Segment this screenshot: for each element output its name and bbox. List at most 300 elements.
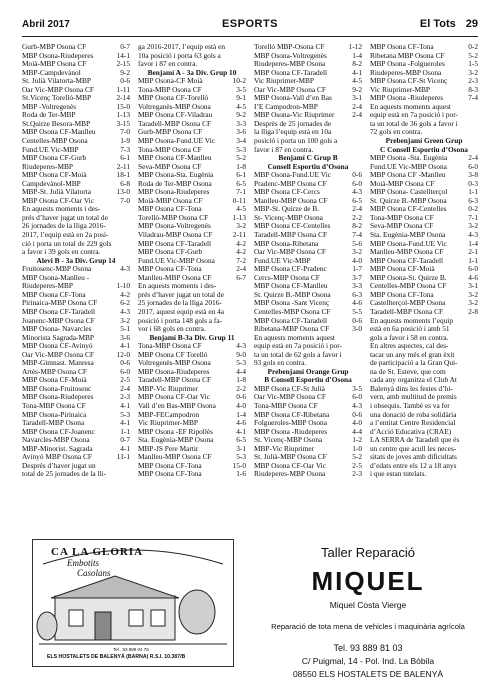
match-teams: MBP Osona-Riudeperes: [138, 367, 210, 376]
match-teams: Avinyó MBP Osona CF: [22, 453, 92, 462]
match-score: 4-1: [120, 444, 130, 453]
match-result: [22, 111, 130, 120]
paragraph-line: a favor i 39 gols en contra.: [22, 247, 101, 257]
match-teams: MBP Osona- Castellterçol: [370, 188, 448, 197]
match-teams: Joanenc-MBP Osona CF: [22, 316, 95, 325]
section-title: ESPORTS: [221, 18, 279, 30]
paragraph-line: prés d’haver jugat un total de: [22, 212, 108, 222]
match-result: [254, 265, 362, 274]
match-score: 0-3: [468, 179, 478, 188]
match-teams: MBP Osona-Pirinaica: [22, 410, 87, 419]
shop-tagline-2: Casolans: [77, 568, 111, 578]
match-teams: MBP Osona CF-Pradenc: [254, 265, 327, 274]
match-result: [138, 120, 246, 129]
match-score: 4-1: [120, 419, 130, 428]
match-result: [370, 257, 478, 266]
match-score: 7-4: [468, 94, 478, 103]
match-score: 6-7: [236, 273, 246, 282]
match-score: 4-3: [468, 231, 478, 240]
match-score: 2-4: [352, 205, 362, 214]
match-result: [370, 240, 478, 249]
match-result: [22, 436, 130, 445]
match-teams: Roda de Ter-MBP: [22, 111, 76, 120]
match-score: 1-11: [116, 85, 130, 94]
match-teams: MBP Osona-Sta. Eugènia: [138, 171, 214, 180]
paragraph-line: Balenyà dins les festes d’hi-: [370, 383, 453, 393]
match-score: 3-6: [120, 333, 130, 342]
match-result: [138, 257, 246, 266]
match-score: 0-11: [232, 196, 246, 205]
ad-address: C/ Puigmal, 14 - Pol. Ind. La Bòbila: [301, 656, 435, 666]
match-score: 2-3: [352, 470, 362, 479]
paragraph-line: equip està en 7a posició i por-: [254, 341, 342, 351]
shop-tagline-1: Embotits: [67, 558, 100, 568]
match-teams: MBP Osona CF-Cercs: [254, 188, 320, 197]
match-result: [254, 77, 362, 86]
match-score: 2-2: [352, 213, 362, 222]
match-teams: Pradenc-MBP Osona CF: [254, 179, 327, 188]
match-result: [254, 470, 362, 479]
match-teams: MBP Osona-CF Moià: [138, 77, 203, 86]
match-teams: MBP Osona CF-Centelles: [370, 205, 447, 214]
match-score: 6-8: [120, 179, 130, 188]
paragraph-line: 26 jornades de la lliga 2016-: [22, 221, 106, 231]
match-result: [138, 393, 246, 402]
match-teams: Gurb-MBP Osona CF: [138, 128, 203, 137]
match-teams: MBP Osona -Sant Vicenç: [254, 299, 330, 308]
paragraph-line: cada any organitza el Club At: [370, 375, 457, 385]
match-result: [254, 385, 362, 394]
match-score: 2-3: [120, 393, 130, 402]
match-teams: Fund.UE Vic-MBP Osona: [138, 256, 215, 265]
match-result: [370, 77, 478, 86]
match-result: [138, 77, 246, 86]
issue-date: Abril 2017: [22, 19, 70, 30]
match-result: [370, 231, 478, 240]
match-result: [254, 436, 362, 445]
match-teams: MBP Osona-Fund.UE Vic: [370, 239, 447, 248]
match-teams: MBP Osona CF-Ribetana: [254, 410, 330, 419]
shop-footer: ELS HOSTALETS DE BALENYÀ (BARNA) R.S.I. 10.387/B: [47, 654, 186, 660]
match-teams: Castellterçol-MBP Osona: [370, 299, 446, 308]
match-result: [138, 351, 246, 360]
match-teams: Taradell-MBP Osona CF: [370, 307, 444, 316]
match-result: [370, 282, 478, 291]
match-result: [138, 376, 246, 385]
match-result: [138, 411, 246, 420]
match-score: 1-9: [120, 137, 130, 146]
match-result: [370, 180, 478, 189]
match-result: [254, 43, 362, 52]
match-score: 6-0: [120, 367, 130, 376]
match-result: [370, 299, 478, 308]
match-teams: Vic Riuprimer-MBP: [370, 85, 430, 94]
match-score: 5-3: [236, 359, 246, 368]
match-result: [370, 291, 478, 300]
match-teams: Folgueroles-MBP Osona: [254, 419, 327, 428]
match-teams: MBP Osona CF-Oar Vic: [254, 461, 326, 470]
match-score: 3-1: [352, 94, 362, 103]
match-result: [138, 231, 246, 240]
paragraph-line: a l’entitat Centre Residencial: [370, 418, 456, 428]
match-result: [138, 214, 246, 223]
match-result: [22, 94, 130, 103]
match-score: 1-4: [352, 51, 362, 60]
match-score: 4-5: [352, 77, 362, 86]
match-score: 6-5: [352, 196, 362, 205]
match-teams: Vic Riuprimer-MBP: [254, 77, 314, 86]
match-teams: Moià-MBP Osona CF: [370, 179, 435, 188]
match-result: [370, 265, 478, 274]
match-result: [254, 402, 362, 411]
match-result: [370, 214, 478, 223]
match-score: 2-2: [236, 384, 246, 393]
paragraph-line: d’edats entre els 12 a 18 anys: [370, 460, 457, 470]
match-teams: MBP Osona-Voltregenès: [138, 222, 211, 231]
match-teams: Oar Vic-MBP Osona CF: [22, 350, 94, 359]
match-result: [138, 111, 246, 120]
match-teams: MBP Osona CF-Torelló: [138, 94, 209, 103]
match-score: 3-1: [236, 444, 246, 453]
match-score: 2-4: [352, 102, 362, 111]
match-score: 1-5: [468, 60, 478, 69]
section-heading: Consell Esportiu d’Osona: [267, 162, 349, 171]
match-result: [138, 453, 246, 462]
match-teams: Riudeperes-MBP Osona: [254, 470, 326, 479]
match-result: [254, 205, 362, 214]
match-score: 2-5: [352, 461, 362, 470]
ad-phone: Tel. 93 889 81 03: [333, 643, 403, 653]
match-score: 4-6: [468, 273, 478, 282]
match-teams: MBP-Campdevànol: [22, 68, 81, 77]
match-score: 3-2: [468, 68, 478, 77]
section-heading: Benjamí B-3a Div. Grup 11: [149, 333, 235, 342]
match-teams: MBP Osona CF-Viladrau: [138, 111, 213, 120]
match-result: [138, 419, 246, 428]
match-score: 14-1: [116, 51, 130, 60]
paragraph-line: En aquests moments aquest: [370, 101, 451, 111]
match-teams: Tona-MBP Osona CF: [22, 401, 86, 410]
match-result: [22, 445, 130, 454]
match-result: [138, 265, 246, 274]
match-teams: Centelles-MBP Osona: [22, 137, 88, 146]
match-result: [370, 222, 478, 231]
match-teams: MBP-Vic Riuprimer: [254, 444, 315, 453]
match-teams: St. Vicenç-MBP Osona: [254, 436, 323, 445]
match-score: 2-15: [116, 60, 130, 69]
paragraph-line: ga 2016-2017, l’equip està en: [138, 43, 226, 51]
match-score: 4-0: [352, 256, 362, 265]
match-score: 3-3: [236, 119, 246, 128]
match-teams: Oar Vic-MBP Osona CF: [254, 393, 326, 402]
match-teams: MBP Osona CF-Moià: [22, 376, 87, 385]
match-score: 3-4: [236, 137, 246, 146]
match-score: 12-0: [116, 350, 130, 359]
match-score: 1-0: [352, 444, 362, 453]
match-score: 15-0: [116, 102, 130, 111]
match-teams: MBP-JS Pere Martir: [138, 444, 199, 453]
match-teams: MBP Osona -Riudeperes: [370, 94, 444, 103]
match-teams: Seva-MBP Osona CF: [370, 222, 434, 231]
match-score: 1-13: [232, 213, 246, 222]
match-score: 1-1: [468, 188, 478, 197]
paragraph-line: sitats de joves amb dificultats: [370, 452, 457, 462]
match-score: 10-2: [232, 77, 246, 86]
match-result: [22, 120, 130, 129]
match-score: 4-5: [236, 102, 246, 111]
match-score: 5-6: [352, 239, 362, 248]
match-score: 3-2: [468, 290, 478, 299]
paragraph-line: En aquests moments l’equip: [370, 315, 454, 325]
match-score: 11-1: [116, 453, 130, 462]
match-teams: MBP Osona CF-St Julià: [254, 384, 325, 393]
match-teams: Tona-MBP Osona CF: [138, 85, 202, 94]
match-result: [254, 240, 362, 249]
match-teams: MBP Osona-Fund.UE Vic: [138, 137, 215, 146]
match-score: 6-0: [468, 162, 478, 171]
match-result: [138, 86, 246, 95]
match-teams: St. Julià-MBP Osona CF: [254, 453, 327, 462]
paragraph-line: 2017, aquest equip està en 4a: [138, 306, 225, 316]
match-result: [22, 77, 130, 86]
section-heading: Benjamí A - 3a Div. Grup 10: [147, 68, 237, 77]
match-result: [22, 103, 130, 112]
match-result: [138, 462, 246, 471]
match-score: 9-1: [236, 94, 246, 103]
match-score: 4-0: [236, 401, 246, 410]
match-result: [370, 171, 478, 180]
match-score: 1-4: [236, 410, 246, 419]
match-teams: Manlleu-MBP Osona CF: [138, 453, 212, 462]
match-teams: Riudeperes-MBP: [22, 162, 73, 171]
match-teams: MBP Osona-Riudeperes: [22, 393, 94, 402]
match-result: [22, 128, 130, 137]
column-3: [254, 43, 362, 535]
match-score: 6-3: [352, 290, 362, 299]
match-teams: Sta. Eugènia-MBP Osona: [370, 231, 446, 240]
match-teams: St- Vicenç-MBP Osona: [254, 213, 323, 222]
match-result: [22, 359, 130, 368]
match-teams: MBP Osona CF-Moià: [370, 265, 435, 274]
match-teams: MBP Osona CF-Oar Vic: [138, 393, 210, 402]
paragraph-line: d’Acció Educativa (CRAE): [370, 426, 452, 436]
shop-phone: Tel . 93 889 04 76: [113, 647, 149, 652]
match-teams: MBP Osona CF -Manlleu: [370, 171, 446, 180]
match-result: [22, 308, 130, 317]
match-score: 7-1: [468, 213, 478, 222]
match-score: 2-3: [468, 77, 478, 86]
match-result: [254, 453, 362, 462]
match-result: [22, 342, 130, 351]
article-columns: [22, 43, 478, 535]
match-result: [138, 154, 246, 163]
match-teams: MBP Osona-Riudeperes: [138, 188, 210, 197]
ad-description: Reparació de tota mena de vehicles i maquinària agrícola: [271, 622, 465, 631]
match-result: [22, 376, 130, 385]
section-heading: Prebenjamí Orange Grup: [267, 367, 349, 376]
match-score: 4-3: [352, 401, 362, 410]
match-result: [22, 402, 130, 411]
match-score: 2-4: [468, 154, 478, 163]
match-teams: Fund.UE Vic-MBP: [22, 145, 79, 154]
match-teams: Fruitosenc-MBP Osona: [22, 265, 92, 274]
match-score: 3-2: [120, 316, 130, 325]
match-result: [254, 231, 362, 240]
match-teams: Tona-MBP Osona CF: [370, 213, 434, 222]
match-teams: MBP Osona-Manlleu -: [22, 273, 90, 282]
match-teams: MBP Osona CF-Manlleu: [254, 282, 328, 291]
match-teams: MBP Osona-St. Quirze B.: [370, 273, 447, 282]
section-heading: C Consell Esportiu d’Osona: [380, 145, 468, 154]
match-result: [22, 299, 130, 308]
match-teams: Riudeperes-MBP Osona: [370, 68, 442, 77]
match-teams: Fund.UE Vic-MBP: [254, 256, 311, 265]
paragraph-line: En aquests moments aquest: [254, 332, 335, 342]
match-score: 7-1: [236, 188, 246, 197]
match-teams: MBP Osona CF-Tona: [370, 43, 434, 51]
match-teams: Manlleu-MBP Osona CF: [138, 273, 212, 282]
match-score: 3-15: [116, 119, 130, 128]
match-score: 4-2: [236, 239, 246, 248]
match-score: 3-5: [352, 384, 362, 393]
match-teams: Navarcles-MBP Osona: [22, 436, 90, 445]
match-score: 0-6: [352, 410, 362, 419]
page-header: [22, 18, 478, 37]
match-teams: Tona-MBP Osona CF: [138, 145, 202, 154]
match-result: [254, 428, 362, 437]
paragraph-line: Després d’haver jugat un: [22, 460, 96, 470]
match-score: 2-1: [468, 248, 478, 257]
match-teams: MBP Osona CF-St Vicenç: [370, 77, 448, 86]
match-score: 4-3: [352, 188, 362, 197]
paragraph-line: i que estan tutelats.: [370, 469, 427, 479]
match-teams: Cercs-MBP Osona CF: [254, 273, 320, 282]
section-heading: Prebenjamí Green Grup: [385, 137, 463, 146]
paragraph-line: està en 6a posició i amb 51: [370, 324, 450, 334]
match-teams: Fund.UE Vic-MBP Osona: [370, 162, 447, 171]
ad-taller-miquel: [258, 539, 478, 679]
match-score: 1-4: [468, 239, 478, 248]
match-teams: Oar Vic-MBP Osona CF: [254, 85, 326, 94]
match-score: 6-5: [236, 436, 246, 445]
match-teams: MBP Osona CF-Tona: [138, 461, 202, 470]
match-score: 5-3: [236, 453, 246, 462]
match-teams: MBP-St. Julià Vilatorta: [22, 188, 91, 197]
match-score: 6-3: [468, 196, 478, 205]
match-result: [138, 240, 246, 249]
page-number: 29: [465, 18, 478, 30]
match-result: [370, 43, 478, 52]
match-result: [138, 188, 246, 197]
match-teams: St.Vicenç Torelló-MBP: [22, 94, 92, 103]
match-result: [22, 180, 130, 189]
match-teams: MBP Osona CF-Gurb: [138, 248, 203, 257]
match-score: 5-5: [352, 307, 362, 316]
match-teams: MBP Osona- Navarcles: [22, 325, 92, 334]
match-result: [370, 248, 478, 257]
match-result: [138, 103, 246, 112]
match-score: 3-3: [352, 282, 362, 291]
match-result: [22, 60, 130, 69]
match-teams: Artés-MBP Osona CF: [22, 367, 88, 376]
match-teams: Taradell-MBP Osona: [22, 419, 85, 428]
paragraph-line: na de St. Esteve, que com: [370, 366, 446, 376]
match-teams: MBP Osona CF-Joanenc: [22, 427, 95, 436]
section-heading: Benjamí C Grup B: [278, 154, 338, 163]
match-result: [22, 368, 130, 377]
column-1: [22, 43, 130, 535]
match-result: [22, 265, 130, 274]
match-result: [254, 411, 362, 420]
match-teams: Riudeperes-MBP: [22, 282, 73, 291]
match-result: [254, 462, 362, 471]
match-teams: MBP Osona CF-Taradell: [254, 316, 328, 325]
match-score: 2-4: [352, 111, 362, 120]
paragraph-line: En aquests moments i des-: [22, 204, 101, 214]
match-score: 9-2: [352, 85, 362, 94]
match-score: 4-4: [236, 367, 246, 376]
paragraph-line: posició i porta un 100 gols a: [254, 136, 338, 146]
match-result: [22, 325, 130, 334]
match-result: [254, 299, 362, 308]
match-score: 1-13: [116, 111, 130, 120]
publication-info: [420, 18, 478, 30]
match-result: [138, 385, 246, 394]
match-score: 7-3: [120, 145, 130, 154]
match-score: 0-7: [120, 436, 130, 445]
match-result: [22, 334, 130, 343]
match-teams: Campdevànol-MBP: [22, 179, 81, 188]
match-result: [370, 60, 478, 69]
match-score: 3-7: [352, 273, 362, 282]
match-teams: MBP Osona CF-Taradell: [370, 256, 444, 265]
paragraph-line: un centre que acull les neces-: [370, 443, 457, 453]
match-score: 2-8: [468, 307, 478, 316]
match-score: 6-0: [352, 393, 362, 402]
match-score: 9-2: [120, 68, 130, 77]
shop-logo: CA LA GLORIA: [51, 546, 144, 558]
magazine-page: [22, 18, 478, 678]
match-result: [138, 137, 246, 146]
match-teams: Oar Vic-MBP Osona CF: [22, 85, 94, 94]
match-teams: Pirinaica-MBP Osona CF: [22, 299, 98, 308]
match-score: 2-4: [236, 265, 246, 274]
match-teams: Sta. Eugènia-MBP Osona: [138, 436, 214, 445]
match-score: 8-3: [468, 85, 478, 94]
match-result: [254, 86, 362, 95]
match-teams: St. Quirze B.-MBP Osona: [254, 290, 331, 299]
match-teams: MBP Osona CF-Centelles: [254, 222, 331, 231]
match-result: [370, 154, 478, 163]
match-score: 2-11: [232, 231, 246, 240]
match-result: [254, 282, 362, 291]
paragraph-line: 93 gols en contra.: [254, 358, 307, 368]
match-teams: MBP Osona CF-Taradell: [138, 239, 212, 248]
match-score: 4-4: [352, 427, 362, 436]
match-score: 0-2: [468, 205, 478, 214]
match-score: 7-4: [352, 231, 362, 240]
match-result: [254, 445, 362, 454]
match-teams: Viladrau-MBP Osona CF: [138, 231, 213, 240]
match-result: [138, 180, 246, 189]
match-score: 1-8: [236, 162, 246, 171]
match-score: 5-2: [468, 51, 478, 60]
match-score: 3-2: [236, 222, 246, 231]
match-result: [22, 291, 130, 300]
match-teams: MBP Osona -Riudeperes: [254, 427, 328, 436]
match-result: [138, 428, 246, 437]
match-score: 0-6: [120, 359, 130, 368]
